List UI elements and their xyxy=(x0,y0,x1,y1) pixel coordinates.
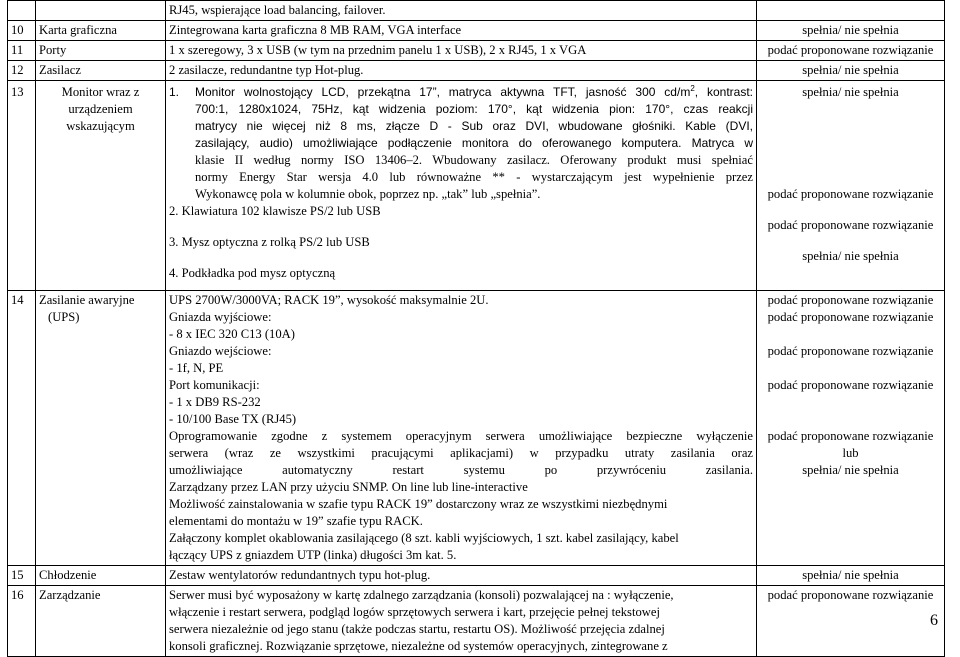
table-row-monitor xyxy=(8,81,945,291)
row-number-cell: 12 xyxy=(8,61,36,81)
row-requirement-cell xyxy=(757,1,945,21)
inlet-title: Gniazdo wejściowe: xyxy=(169,344,272,358)
ups-requirement-cell xyxy=(757,291,945,566)
row-description-cell: 2 zasilacze, redundantne typ Hot-plug. xyxy=(166,61,757,81)
monitor-line: 700:1, 1280x1024, 75Hz, kąt widzenia poziom: 170°, kąt widzenia pion: 170°, czas reakcji xyxy=(195,102,753,116)
ups-row-name: Zasilanie awaryjne xyxy=(39,293,135,307)
mousepad-item: 4. Podkładka pod mysz optyczną xyxy=(169,266,336,280)
row-name-cell xyxy=(36,81,166,291)
ups-description-cell xyxy=(166,291,757,566)
monitor-line: Wykonawcę pola w kolumnie obok, poprzez np. „tak” lub „spełnia”. xyxy=(195,187,541,201)
monitor-line: matrycy nie więcej niż 8 ms, złącze D - Sub oraz DVI, wbudowane głośniki. Kable (DVI, xyxy=(195,119,753,133)
row-description-cell: RJ45, wspierające load balancing, failover. xyxy=(166,1,757,21)
row-description-cell: Zestaw wentylatorów redundantnych typu hot-plug. xyxy=(166,566,757,586)
row-number-cell: 13 xyxy=(8,81,36,291)
table-row xyxy=(8,1,945,21)
table-row xyxy=(8,566,945,586)
superscript: 2 xyxy=(690,84,695,93)
row-requirement-cell: spełnia/ nie spełnia xyxy=(757,21,945,41)
monitor-spec-block xyxy=(169,84,753,203)
table-row-management xyxy=(8,586,945,657)
monitor-line: zasilający, audio) umożliwiające podłączenie monitora do oferowanego komputera. Matryca w xyxy=(195,136,753,150)
requirement-text: podać proponowane rozwiązanie xyxy=(767,187,934,201)
row-description-cell: 1 x szeregowy, 3 x USB (w tym na przednim panelu 1 x USB), 2 x RJ45, 1 x VGA xyxy=(166,41,757,61)
rack-line: Możliwość zainstalowania w szafie typu RACK 19” dostarczony wraz ze wszystkimi niezbędnymi xyxy=(169,497,668,511)
row-number-cell xyxy=(8,1,36,21)
row-name-cell: Zarządzanie xyxy=(36,586,166,657)
rack-line: elementami do montażu w 19” szafie typu RACK. xyxy=(169,514,423,528)
row-number-cell: 14 xyxy=(8,291,36,566)
row-requirement-cell: spełnia/ nie spełnia xyxy=(757,566,945,586)
monitor-requirement-cell xyxy=(757,81,945,291)
row-number-cell: 16 xyxy=(8,586,36,657)
mouse-item: 3. Mysz optyczna z rolką PS/2 lub USB xyxy=(169,235,370,249)
row-name-cell: Chłodzenie xyxy=(36,566,166,586)
table-row xyxy=(8,61,945,81)
monitor-line-tail: , kontrast: xyxy=(694,85,753,99)
ports-value: - 10/100 Base TX (RJ45) xyxy=(169,412,297,426)
requirement-text: spełnia/ nie spełnia xyxy=(802,463,899,477)
table-row xyxy=(8,41,945,61)
requirement-text: podać proponowane rozwiązanie xyxy=(767,293,934,307)
table-row xyxy=(8,21,945,41)
row-name-cell xyxy=(36,291,166,566)
management-line: włączenie i restart serwera, podgląd logów sprzętowych serwera i kart, przejęcie pełnej tekstowej xyxy=(169,605,660,619)
requirement-text: spełnia/ nie spełnia xyxy=(802,85,899,99)
specification-table xyxy=(7,0,945,657)
row-name-cell: Karta graficzna xyxy=(36,21,166,41)
row-requirement-cell: spełnia/ nie spełnia xyxy=(757,61,945,81)
row-description-cell: Zintegrowana karta graficzna 8 MB RAM, VGA interface xyxy=(166,21,757,41)
software-line: Oprogramowanie zgodne z systemem operacyjnym serwera umożliwiające bezpieczne wyłączenie xyxy=(169,429,753,443)
requirement-text: lub xyxy=(842,446,859,460)
monitor-line: normy Energy Star wersja 4.0 lub równoważne ** - wystarczającym jest wypełnienie przez xyxy=(195,170,753,184)
software-line: Zarządzany przez LAN przy użyciu SNMP. On line lub line-interactive xyxy=(169,480,528,494)
monitor-line: klasie II według normy ISO 13406–2. Wbudowany zasilacz. Oferowany produkt musi spełniać xyxy=(195,153,753,167)
management-line: konsoli graficznej. Rozwiązanie sprzętowe, niezależne od systemów operacyjnych, zintegrowane z xyxy=(169,639,668,653)
requirement-text: podać proponowane rozwiązanie xyxy=(767,344,934,358)
page-number: 6 xyxy=(930,612,938,629)
row-number-cell: 10 xyxy=(8,21,36,41)
requirement-text: podać proponowane rozwiązanie xyxy=(767,310,934,324)
cables-line: łączący UPS z gniazdem UTP (linka) długości 3m kat. 5. xyxy=(169,548,457,562)
ports-value: - 1 x DB9 RS-232 xyxy=(169,395,261,409)
inlet-value: - 1f, N, PE xyxy=(169,361,224,375)
outlets-title: Gniazda wyjściowe: xyxy=(169,310,272,324)
management-line: serwera niezależnie od jego stanu (także podczas startu, restartu OS). Możliwość przejęcia zdalnej xyxy=(169,622,665,636)
monitor-line: Monitor wolnostojący LCD, przekątna 17”, matryca aktywna TFT, jasność 300 cd/m xyxy=(195,85,691,99)
row-name-cell xyxy=(36,1,166,21)
row-number-cell: 15 xyxy=(8,566,36,586)
ports-title: Port komunikacji: xyxy=(169,378,260,392)
monitor-item-number: 1. xyxy=(169,85,180,99)
requirement-text: spełnia/ nie spełnia xyxy=(802,249,899,263)
cables-line: Załączony komplet okablowania zasilającego (8 szt. kabli wyjściowych, 1 szt. kabel zasilający, kabel xyxy=(169,531,679,545)
monitor-description-cell xyxy=(166,81,757,291)
management-line: Serwer musi być wyposażony w kartę zdalnego zarządzania (konsoli) pozwalającej na : wyłączenie, xyxy=(169,588,674,602)
row-name-cell: Zasilacz xyxy=(36,61,166,81)
requirement-text: podać proponowane rozwiązanie xyxy=(767,429,934,443)
requirement-text: podać proponowane rozwiązanie xyxy=(767,218,934,232)
requirement-text: podać proponowane rozwiązanie xyxy=(767,378,934,392)
row-number-cell: 11 xyxy=(8,41,36,61)
row-requirement-cell: podać proponowane rozwiązanie xyxy=(757,586,945,657)
software-line: serwera (wraz ze wszystkimi pracującymi aplikacjami) w przypadku utraty zasilania oraz xyxy=(169,446,753,460)
management-description-cell xyxy=(166,586,757,657)
row-requirement-cell: podać proponowane rozwiązanie xyxy=(757,41,945,61)
software-line: umożliwiające automatyczny restart systemu po przywróceniu zasilania. xyxy=(169,463,753,477)
row-name-cell: Porty xyxy=(36,41,166,61)
ups-spec: UPS 2700W/3000VA; RACK 19”, wysokość maksymalnie 2U. xyxy=(169,293,489,307)
table-row-ups xyxy=(8,291,945,566)
outlets-value: - 8 x IEC 320 C13 (10A) xyxy=(169,327,295,341)
keyboard-item: 2. Klawiatura 102 klawisze PS/2 lub USB xyxy=(169,204,381,218)
monitor-row-name: Monitor wraz z urządzeniem wskazującym xyxy=(61,85,140,133)
ups-row-name-abbr: (UPS) xyxy=(48,310,80,324)
